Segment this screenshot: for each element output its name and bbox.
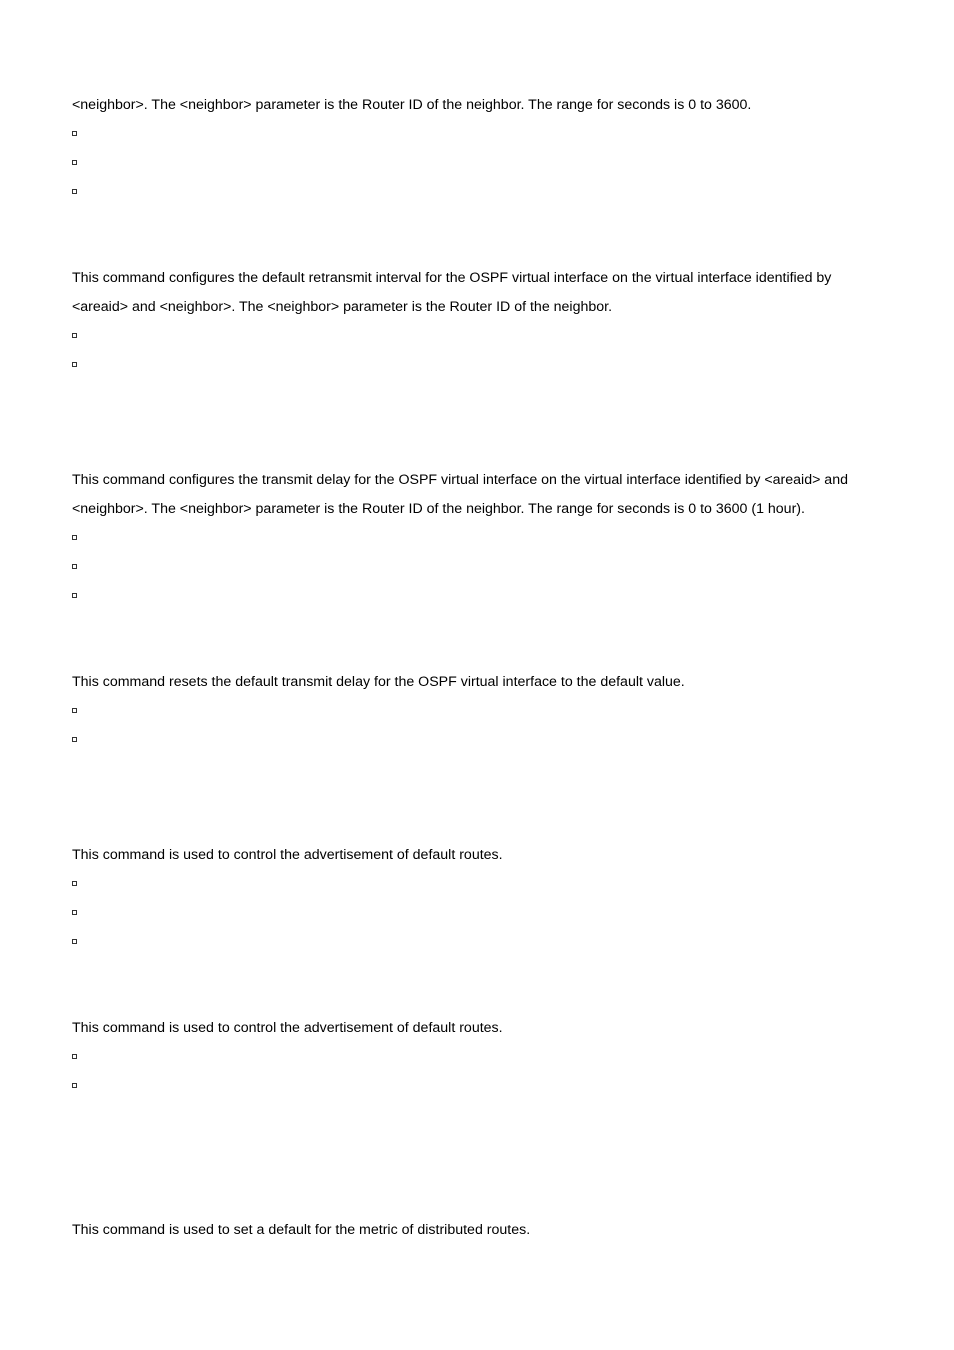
list-bullet-icon — [72, 737, 77, 742]
list-bullet-icon — [72, 189, 77, 194]
paragraph-line: <neighbor>. The <neighbor> parameter is the Router ID of the neighbor. The range for seconds is 0 to 3600 (1 hour). — [72, 501, 805, 517]
list-bullet-icon — [72, 939, 77, 944]
paragraph-line: This command resets the default transmit delay for the OSPF virtual interface to the default value. — [72, 674, 685, 690]
list-bullet-icon — [72, 333, 77, 338]
list-bullet-icon — [72, 564, 77, 569]
list-bullet-icon — [72, 708, 77, 713]
list-bullet-icon — [72, 593, 77, 598]
list-bullet-icon — [72, 910, 77, 915]
paragraph-line: This command configures the transmit delay for the OSPF virtual interface on the virtual interface identified by <areaid> and — [72, 472, 848, 488]
paragraph-line: <areaid> and <neighbor>. The <neighbor> parameter is the Router ID of the neighbor. — [72, 299, 613, 315]
list-bullet-icon — [72, 1054, 77, 1059]
list-bullet-icon — [72, 1083, 77, 1088]
list-bullet-icon — [72, 362, 77, 367]
paragraph-line: This command is used to control the advertisement of default routes. — [72, 1020, 503, 1036]
paragraph-line: This command configures the default retransmit interval for the OSPF virtual interface on the virtual interface identified by — [72, 270, 832, 286]
list-bullet-icon — [72, 535, 77, 540]
list-bullet-icon — [72, 131, 77, 136]
list-bullet-icon — [72, 881, 77, 886]
list-bullet-icon — [72, 160, 77, 165]
paragraph-line: <neighbor>. The <neighbor> parameter is the Router ID of the neighbor. The range for seconds is 0 to 3600. — [72, 97, 752, 113]
paragraph-line: This command is used to set a default for the metric of distributed routes. — [72, 1222, 531, 1238]
paragraph-line: This command is used to control the advertisement of default routes. — [72, 847, 503, 863]
